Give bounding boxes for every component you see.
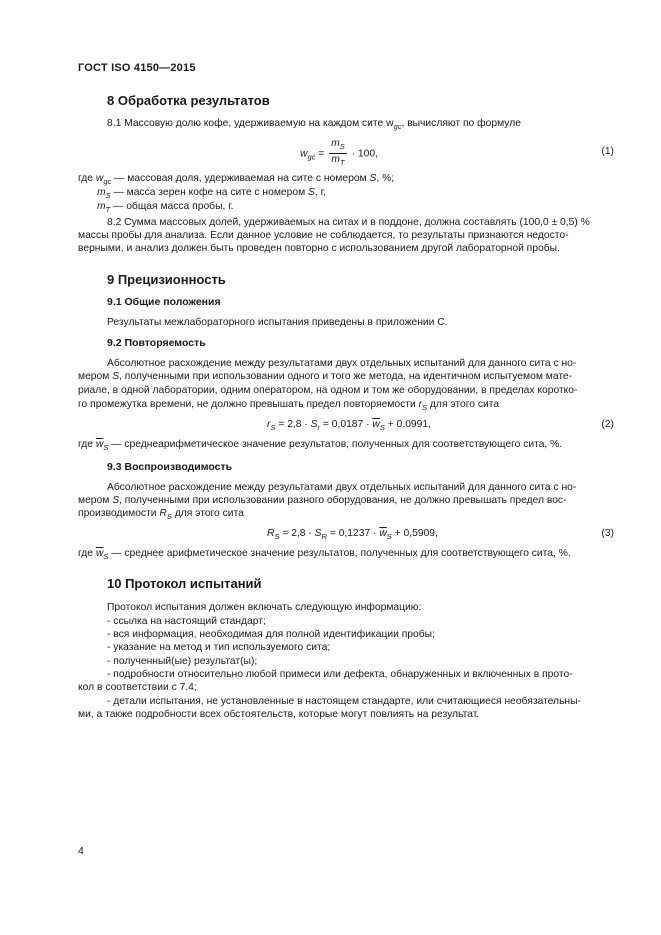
where-line-2: $m_S$ — масса зерен кофе на сите с номером S, г, xyxy=(97,187,326,201)
list-item-continuation: ми, а также подробности всех обстоятельств, которые могут повлиять на результат. xyxy=(78,709,480,720)
where-line-3: $m_T$ — общая масса пробы, г. xyxy=(97,201,234,215)
section-9-2-line-4: го промежутка времени, не должно превышать предел повторяемости $r_S$ для этого сита xyxy=(78,399,500,413)
equation-number-3: (3) xyxy=(601,528,614,539)
section-8-title: 8 Обработка результатов xyxy=(107,93,270,108)
equation-number-2: (2) xyxy=(601,419,614,430)
document-header: ГОСТ ISO 4150—2015 xyxy=(78,62,196,74)
section-8-2-line-3: верными, и анализ должен быть проведен повторно с использованием другой лабораторной пробы. xyxy=(78,243,560,254)
page-number: 4 xyxy=(78,845,84,857)
section-9-2-line-1: Абсолютное расхождение между результатами двух отдельных испытаний для данного сита с но- xyxy=(107,358,577,369)
list-item: - вся информация, необходимая для полной идентификации пробы; xyxy=(107,629,435,640)
list-item: - подробности относительно любой примеси или дефекта, обнаруженных и включенных в прото- xyxy=(107,669,573,680)
section-9-3-line-1: Абсолютное расхождение между результатами двух отдельных испытаний для данного сита с но- xyxy=(107,482,577,493)
section-9-2-line-2: мером S, полученными при использовании одного и того же метода, на идентичном испытуемом мате- xyxy=(78,371,573,382)
section-8-2-line-2: массы пробы для анализа. Если данное условие не соблюдается, то результаты признаются недосто- xyxy=(78,230,569,241)
section-9-2-line-3: риале, в одной лаборатории, одним оператором, на одном и том же оборудовании, в пределах коротко- xyxy=(78,385,578,396)
section-10-intro: Протокол испытания должен включать следующую информацию: xyxy=(107,602,422,613)
list-item: - указание на метод и тип используемого сита; xyxy=(107,642,331,653)
section-9-1-text: Результаты межлабораторного испытания приведены в приложении С. xyxy=(107,317,448,328)
equation-number-1: (1) xyxy=(601,146,614,157)
list-item: - полученный(ые) результат(ы); xyxy=(107,656,258,667)
section-8-2-line-1: 8.2 Сумма массовых долей, удерживаемых на ситах и в поддоне, должна составлять (100,0 ± 0,5) % xyxy=(107,217,590,228)
section-9-3-title: 9.3 Воспроизводимость xyxy=(107,461,233,473)
formula-2: $r_S = 2,8 \cdot S_r = 0,0187 \cdot \overline{w}_S + 0,0991$, xyxy=(267,419,431,433)
section-10-title: 10 Протокол испытаний xyxy=(107,576,262,591)
formula-1: $w_{gc}$ = $\frac{m_S}{m_T}$ · 100, xyxy=(300,138,378,168)
where-line-1: где $w_{gc}$ — массовая доля, удерживаемая на сите с номером S, %; xyxy=(78,173,395,187)
where-line-4: где $\overline{w}_S$ — среднеарифметическое значение результатов, полученных для соответствующего сита, %. xyxy=(78,439,563,453)
list-item: - детали испытания, не установленные в настоящем стандарте, или считающиеся необязательны- xyxy=(107,696,581,707)
section-9-3-line-3: производимости $R_S$ для этого сита xyxy=(78,508,244,522)
where-line-5: где $\overline{w}_S$ — среднее арифметическое значение результатов, полученных для соответствующего сита, %. xyxy=(78,548,571,562)
formula-3: $R_S = 2,8 \cdot S_R = 0,1237 \cdot \overline{w}_S + 0,5909$, xyxy=(267,528,438,542)
section-9-2-title: 9.2 Повторяемость xyxy=(107,337,206,349)
section-9-title: 9 Прецизионность xyxy=(107,272,226,287)
section-9-3-line-2: мером S, полученными при использовании разного оборудования, не должно превышать предел вос- xyxy=(78,495,567,506)
list-item-continuation: кол в соответствии с 7.4; xyxy=(78,682,197,693)
section-9-1-title: 9.1 Общие положения xyxy=(107,296,221,308)
section-8-1-text: 8.1 Массовую долю кофе, удерживаемую на каждом сите $w_{gc}$, вычисляют по формуле xyxy=(107,118,521,132)
list-item: - ссылка на настоящий стандарт; xyxy=(107,616,266,627)
